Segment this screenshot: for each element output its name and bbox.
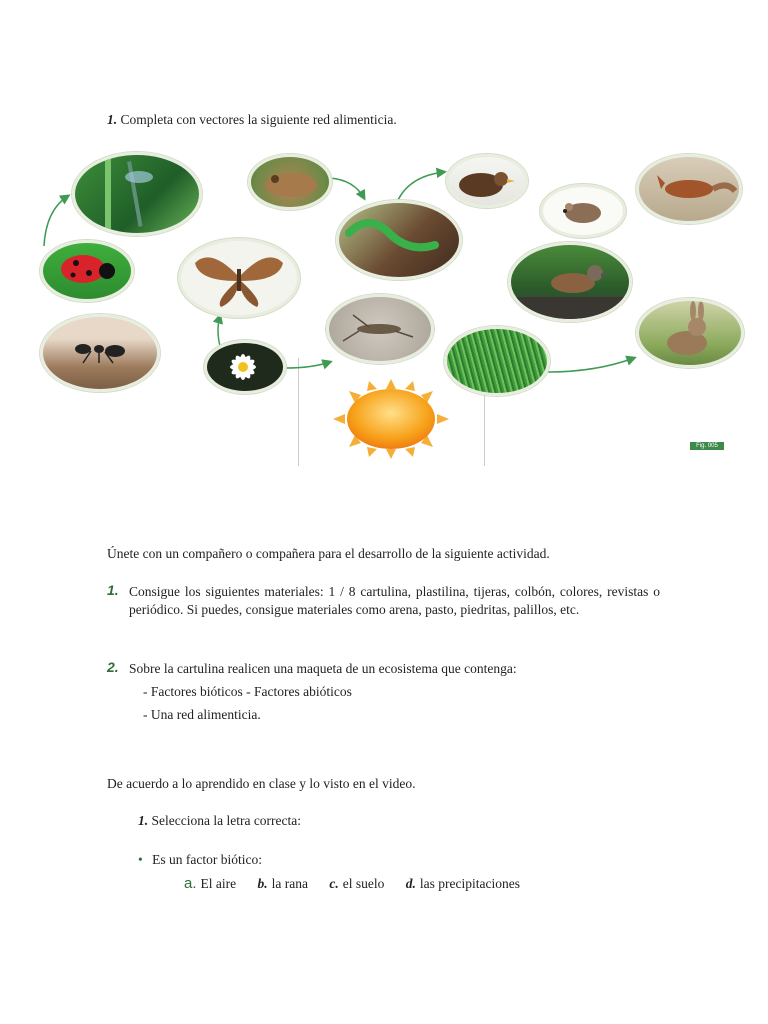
option-b-letter: b.: [257, 876, 268, 891]
ladybug-icon: [40, 240, 134, 302]
option-c-text: el suelo: [342, 876, 385, 891]
option-d[interactable]: [406, 875, 520, 893]
fox-icon: [636, 154, 742, 224]
activity-sub2: - Una red alimenticia.: [143, 707, 261, 722]
ant-icon: [40, 314, 160, 392]
eagle-icon: [446, 154, 528, 208]
arrow-daisy-cricket: [286, 362, 330, 368]
option-b-text: la rana: [271, 876, 308, 891]
instruction-line: [107, 111, 397, 129]
activity-item2-text: Sobre la cartulina realicen una maqueta de un ecosistema que contenga:: [129, 661, 517, 676]
option-b[interactable]: [258, 875, 308, 893]
arrow-grass-rabbit: [548, 358, 634, 372]
quiz-text: Selecciona la letra correcta:: [151, 813, 302, 828]
snake-icon: [336, 200, 462, 280]
arrow-daisy-butterfly: [218, 316, 220, 346]
option-c[interactable]: [329, 875, 384, 893]
option-d-text: las precipitaciones: [419, 876, 520, 891]
option-d-letter: d.: [405, 876, 416, 891]
bullet-icon: •: [138, 852, 143, 867]
activity-intro: Únete con un compañero o compañera para el desarrollo de la siguiente actividad.: [107, 546, 550, 561]
question-text: Es un factor biótico:: [152, 852, 262, 867]
dragonfly-icon: [72, 152, 202, 236]
quiz-instruction: [138, 812, 301, 830]
option-a[interactable]: [184, 875, 236, 893]
food-web-figure: [0, 140, 768, 470]
arrow-toad-snake: [330, 178, 364, 198]
daisy-icon: [204, 340, 286, 394]
quiz-options: [184, 875, 538, 893]
mouse-icon: [540, 184, 626, 238]
figure-tag: Fig. 005: [690, 442, 724, 450]
instruction-text: Completa con vectores la siguiente red alimenticia.: [120, 112, 397, 127]
option-a-text: El aire: [200, 876, 237, 891]
quiz-question: [138, 851, 262, 869]
arrow-snake-eagle: [398, 172, 444, 200]
activity-item1-text: Consigue los siguientes materiales: 1 / 8 cartulina, plastilina, tijeras, colbón, colores, revistas o periódico. Si puedes, consigue materiales como arena, pasto, piedritas, palillos, etc.: [129, 584, 660, 617]
item1-number: 1.: [107, 582, 119, 598]
quiz-intro: De acuerdo a lo aprendido en clase y lo visto en el video.: [107, 776, 416, 791]
rabbit-icon: [636, 298, 744, 368]
option-a-letter: a.: [184, 875, 197, 892]
toad-icon: [248, 154, 332, 210]
quiz-number: 1.: [138, 813, 149, 828]
activity-sub1: - Factores bióticos - Factores abióticos: [143, 684, 352, 699]
sun-icon: [330, 378, 452, 460]
grass-icon: [444, 326, 550, 396]
cricket-icon: [326, 294, 434, 364]
instruction-number: 1.: [107, 112, 118, 127]
butterfly-icon: [178, 238, 300, 318]
arrow-ladybug-dragonfly: [44, 196, 68, 246]
item2-number: 2.: [107, 659, 119, 675]
option-c-letter: c.: [329, 876, 339, 891]
activity-item2-number: [107, 659, 119, 677]
activity-item1-number: [107, 582, 119, 600]
sparrow-icon: [508, 242, 632, 322]
